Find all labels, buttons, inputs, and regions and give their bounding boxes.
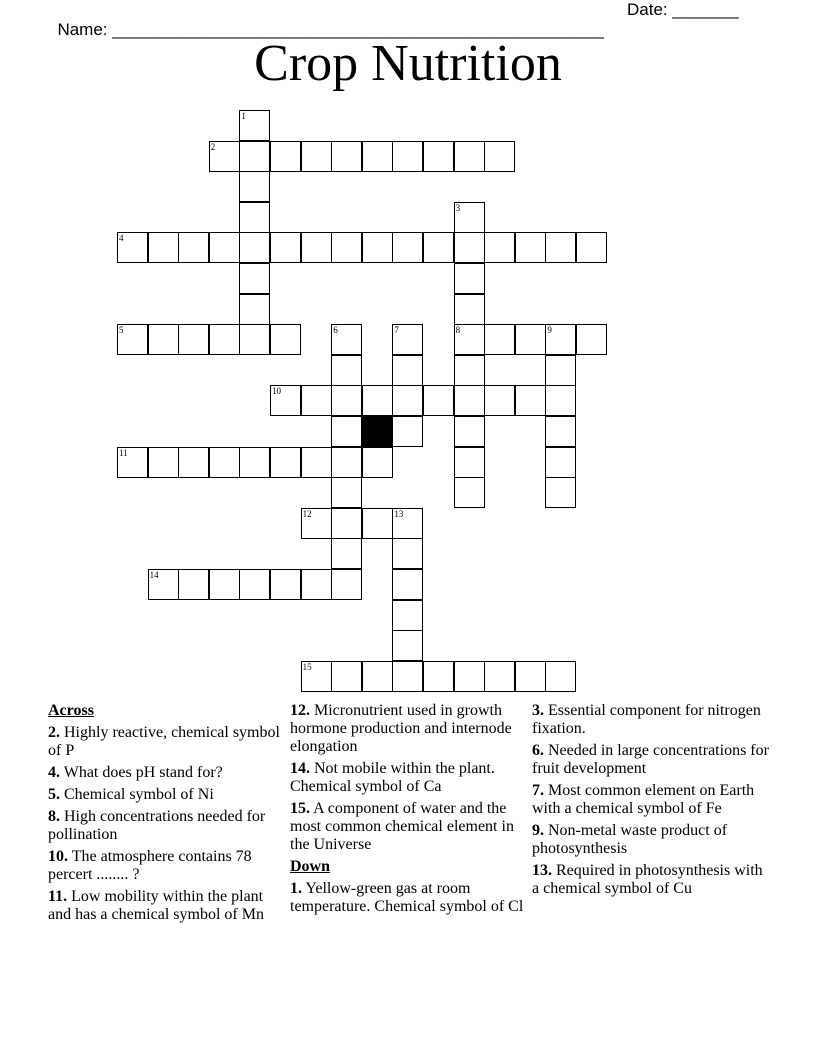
crossword-cell[interactable] [117,324,148,355]
name-field[interactable]: Name: ____________________________________________________ [57,20,604,39]
crossword-cell[interactable] [454,202,485,233]
crossword-cell[interactable] [239,141,270,172]
crossword-cell[interactable] [239,110,270,141]
crossword-cell[interactable] [239,447,270,478]
crossword-cell[interactable] [392,661,423,692]
crossword-cell[interactable] [209,324,240,355]
crossword-cell[interactable] [362,508,393,539]
clue-text: Not mobile within the plant. Chemical symbol of Ca [290,760,495,795]
crossword-cell[interactable] [545,477,576,508]
crossword-cell[interactable] [301,385,332,416]
crossword-cell[interactable] [423,232,454,263]
clue-number-label: 10 [272,386,281,397]
crossword-cell[interactable] [270,141,301,172]
crossword-cell[interactable] [515,661,546,692]
clue-number: 5. [48,786,60,803]
crossword-cell[interactable] [362,447,393,478]
crossword-cell[interactable] [454,294,485,325]
clue-text: Essential component for nitrogen fixation. [532,702,761,737]
crossword-cell[interactable] [270,447,301,478]
clue-text: High concentrations needed for pollination [48,808,266,843]
crossword-cell[interactable] [239,263,270,294]
clue-number-label: 11 [119,447,128,458]
crossword-cell[interactable] [484,141,515,172]
clue-item [532,862,772,898]
clue-number-label: 14 [149,570,159,580]
down-heading: Down [290,858,331,875]
crossword-cell[interactable] [392,385,423,416]
clue-number-label: 13 [394,508,404,519]
crossword-cell[interactable] [392,141,423,172]
crossword-cell[interactable] [515,232,546,263]
crossword-black-cell [362,416,393,447]
crossword-cell[interactable] [484,661,515,692]
crossword-cell[interactable] [331,538,362,569]
crossword-cell[interactable] [545,324,576,355]
clue-number-label: 8 [455,325,461,336]
crossword-cell[interactable] [362,661,393,692]
clue-number: 2. [48,724,60,741]
crossword-cell[interactable] [545,232,576,263]
crossword-cell[interactable] [576,324,607,355]
clue-item [290,702,530,756]
clue-number: 6. [532,742,544,759]
crossword-cell[interactable] [484,232,515,263]
crossword-cell[interactable] [545,661,576,692]
crossword-cell[interactable] [362,232,393,263]
clue-number: 8. [48,808,60,825]
crossword-cell[interactable] [545,447,576,478]
crossword-cell[interactable] [331,385,362,416]
crossword-cell[interactable] [392,324,423,355]
crossword-cell[interactable] [239,202,270,233]
crossword-cell[interactable] [392,355,423,386]
crossword-cell[interactable] [545,416,576,447]
clue-text: What does pH stand for? [63,764,223,781]
date-field[interactable]: Date: _______ [627,0,739,19]
clue-number: 13. [532,862,552,879]
crossword-cell[interactable] [301,141,332,172]
clue-item [290,800,530,854]
clue-number-label: 5 [119,325,124,336]
clue-number-label: 2 [210,141,216,152]
crossword-cell[interactable] [331,661,362,692]
clues-column-1 [48,702,288,928]
clue-number-label: 9 [547,325,552,336]
clue-number-label: 12 [302,508,312,519]
crossword-cell[interactable] [301,508,332,539]
clue-item [290,760,530,796]
crossword-cell[interactable] [392,600,423,631]
clue-item [532,742,772,778]
clue-number: 9. [532,822,544,839]
crossword-cell[interactable] [331,569,362,600]
name-date-line [48,0,768,39]
crossword-cell[interactable] [454,232,485,263]
crossword-cell[interactable] [545,355,576,386]
clue-text: Micronutrient used in growth hormone production and internode elongation [290,702,512,755]
crossword-cell[interactable] [454,447,485,478]
crossword-cell[interactable] [331,324,362,355]
clue-text: Highly reactive, chemical symbol of P [48,724,280,759]
crossword-cell[interactable] [239,232,270,263]
crossword-cell[interactable] [301,569,332,600]
crossword-cell[interactable] [209,447,240,478]
crossword-cell[interactable] [331,355,362,386]
clues-column-3 [532,702,772,902]
clue-text: Required in photosynthesis with a chemical symbol of Cu [532,862,763,897]
crossword-cell[interactable] [209,141,240,172]
clue-number-label: 15 [302,661,312,672]
crossword-cell[interactable] [423,141,454,172]
crossword-cell[interactable] [392,416,423,447]
crossword-cell[interactable] [178,232,209,263]
clue-number-label: 1 [241,111,246,121]
crossword-cell[interactable] [301,661,332,692]
crossword-cell[interactable] [209,232,240,263]
clue-item [532,782,772,818]
crossword-cell[interactable] [331,477,362,508]
clue-number: 10. [48,848,68,865]
clue-item [48,888,288,924]
clue-number: 7. [532,782,544,799]
clue-number: 11. [48,888,68,905]
clue-number: 1. [290,880,302,897]
clue-item [532,702,772,738]
crossword-cell[interactable] [484,324,515,355]
crossword-cell[interactable] [454,355,485,386]
crossword-cell[interactable] [454,324,485,355]
crossword-cell[interactable] [454,477,485,508]
crossword-cell[interactable] [270,385,301,416]
crossword-cell[interactable] [331,416,362,447]
clue-item [48,848,288,884]
crossword-cell[interactable] [270,232,301,263]
clue-number-label: 3 [455,202,461,213]
crossword-cell[interactable] [331,447,362,478]
clue-text: Yellow-green gas at room temperature. Chemical symbol of Cl [290,880,524,915]
crossword-cell[interactable] [454,661,485,692]
clue-number: 15. [290,800,310,817]
page-title: Crop Nutrition [254,35,562,92]
crossword-cell[interactable] [392,569,423,600]
crossword-cell[interactable] [301,447,332,478]
crossword-cell[interactable] [454,416,485,447]
clue-text: Chemical symbol of Ni [64,786,214,803]
crossword-cell[interactable] [239,294,270,325]
clue-text: Low mobility within the plant and has a chemical symbol of Mn [48,888,264,923]
crossword-cell[interactable] [178,569,209,600]
crossword-cell[interactable] [331,141,362,172]
clue-text: Most common element on Earth with a chemical symbol of Fe [532,782,755,817]
crossword-cell[interactable] [148,569,179,600]
clue-number-label: 7 [394,325,399,336]
crossword-cell[interactable] [270,324,301,355]
crossword-cell[interactable] [515,385,546,416]
crossword-cell[interactable] [362,141,393,172]
clue-text: The atmosphere contains 78 percert ........ ? [48,848,252,883]
clue-number: 4. [48,764,60,781]
clue-number: 12. [290,702,310,719]
crossword-cell[interactable] [209,569,240,600]
crossword-cell[interactable] [576,232,607,263]
clue-number-label: 6 [333,325,338,336]
clue-item [48,808,288,844]
crossword-cell[interactable] [239,171,270,202]
crossword-cell[interactable] [484,385,515,416]
crossword-cell[interactable] [392,508,423,539]
crossword-cell[interactable] [270,569,301,600]
crossword-cell[interactable] [331,232,362,263]
clue-number: 3. [532,702,544,719]
crossword-cell[interactable] [331,508,362,539]
clue-text: Needed in large concentrations for fruit development [532,742,769,777]
crossword-cell[interactable] [239,569,270,600]
clue-item [48,786,288,804]
crossword-cell[interactable] [178,447,209,478]
crossword-cell[interactable] [423,661,454,692]
crossword-cell[interactable] [454,263,485,294]
clue-number-label: 4 [119,233,124,244]
crossword-cell[interactable] [545,385,576,416]
clue-text: Non-metal waste product of photosynthesis [532,822,728,857]
clues-column-2 [290,702,530,920]
crossword-cell[interactable] [454,141,485,172]
crossword-cell[interactable] [454,385,485,416]
crossword-cell[interactable] [392,538,423,569]
crossword-cell[interactable] [117,447,148,478]
crossword-cell[interactable] [423,385,454,416]
crossword-cell[interactable] [148,232,179,263]
crossword-cell[interactable] [148,447,179,478]
crossword-cell[interactable] [178,324,209,355]
crossword-cell[interactable] [515,324,546,355]
crossword-cell[interactable] [117,232,148,263]
clue-item [290,880,530,916]
crossword-cell[interactable] [301,232,332,263]
crossword-cell[interactable] [148,324,179,355]
clue-number: 14. [290,760,310,777]
crossword-cell[interactable] [362,385,393,416]
crossword-cell[interactable] [392,232,423,263]
clue-item [48,764,288,782]
crossword-cell[interactable] [392,630,423,661]
across-heading: Across [48,702,94,719]
clue-text: A component of water and the most common chemical element in the Universe [290,800,514,853]
clue-item [48,724,288,760]
crossword-cell[interactable] [239,324,270,355]
clue-item [532,822,772,858]
